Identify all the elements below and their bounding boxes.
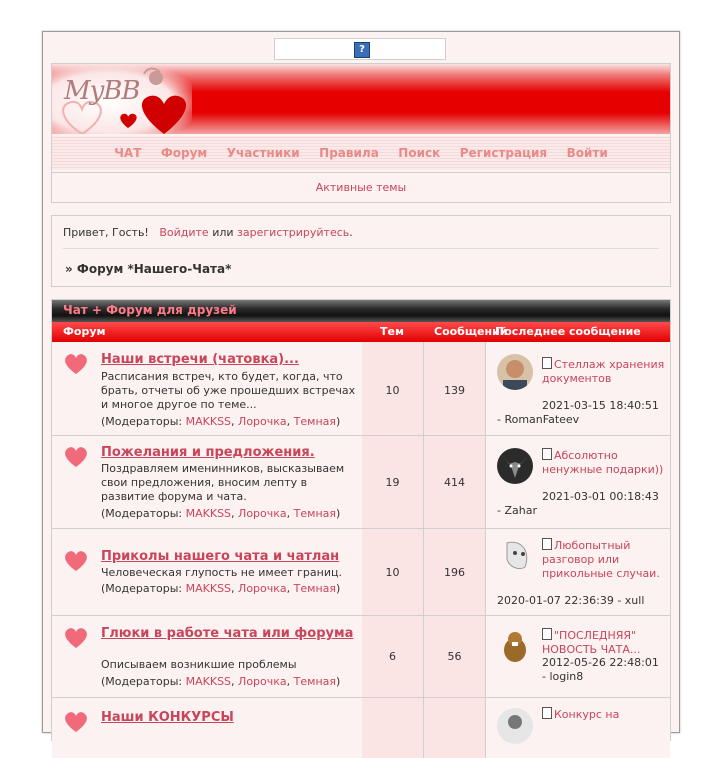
forum-desc: Человеческая глупость не имеет границ. [101,566,342,579]
forum-row [52,436,670,529]
mod-link[interactable]: Лорочка [238,582,287,595]
last-post-author: - Zahar [497,504,537,517]
forum-row [52,698,670,758]
col-forum: Форум [63,325,106,338]
nav-login[interactable]: Войти [566,146,608,160]
mod-link[interactable]: Лорочка [238,415,287,428]
last-post-author: - login8 [542,670,584,683]
last-post-link[interactable]: Стеллаж хранения документов [542,358,665,385]
forum-title[interactable]: Наши КОНКУРСЫ [101,710,234,725]
forum-table [51,299,671,741]
col-last: Последнее сообщение [495,325,641,338]
man-avatar-icon [497,354,533,390]
post-count: 414 [444,476,465,489]
forum-desc: Расписания встреч, кто будет, когда, что брать, отчеты об уже прошедших встречах и многое другое по теме... [101,370,356,411]
forum-row [52,342,670,436]
nav-register[interactable]: Регистрация [459,146,548,160]
last-post-date: 2021-03-01 00:18:43 [542,490,659,503]
mod-link[interactable]: Лорочка [238,507,287,520]
nav-chat[interactable]: ЧАТ [114,146,142,160]
last-post-author: - RomanFateev [497,413,580,426]
mod-link[interactable]: MAKKSS [185,415,232,428]
topic-count: 10 [385,384,400,397]
mod-link[interactable]: Темная [293,507,336,520]
heart-icon [63,710,89,732]
welcome-box [51,215,671,287]
sub-nav [52,172,670,203]
register-link[interactable]: зарегистрируйтесь [237,226,350,239]
last-post-link[interactable]: Абсолютно ненужные подарки)) [542,449,664,476]
banner [52,64,670,134]
forum-desc: Описываем возникшие проблемы [101,658,297,671]
post-count: 139 [444,384,465,397]
last-post-date: 2012-05-26 22:48:01 [542,656,659,669]
person-avatar-icon [497,708,533,744]
heart-icon [63,445,89,467]
document-icon [542,707,552,719]
forum-moderators: (Модераторы: MAKKSS, Лорочка, Темная) [101,675,341,688]
header [51,63,671,203]
beaver-avatar-icon [497,628,533,664]
document-icon [542,448,552,460]
mod-link[interactable]: Лорочка [238,675,287,688]
dot-text: . [349,226,353,239]
welcome-line [63,226,353,239]
forum-title[interactable]: Приколы нашего чата и чатлан [101,549,340,564]
nav-rules[interactable]: Правила [319,146,379,160]
breadcrumb: » Форум *Нашего-Чата* [65,262,232,276]
last-post-link[interactable]: "ПОСЛЕДНЯЯ" НОВОСТЬ ЧАТА... [542,629,641,656]
post-count: 56 [447,650,462,663]
greeting: Привет, Гость! [63,226,149,239]
mod-link[interactable]: Темная [293,582,336,595]
forum-row [52,616,670,698]
or-text: или [212,226,234,239]
document-icon [542,628,552,640]
topic-count: 6 [389,650,396,663]
heart-icon [63,626,89,648]
wolf-avatar-icon [497,448,533,484]
page-container [42,31,680,733]
divider [63,248,659,249]
nav-search[interactable]: Поиск [398,146,441,160]
mask-avatar-icon [497,537,533,573]
heart-icon [63,352,89,374]
column-headers [52,322,670,342]
top-toolbar [274,38,446,60]
col-posts: Сообщений [434,325,508,338]
mod-link[interactable]: MAKKSS [185,675,232,688]
category-header [52,300,670,322]
category-title[interactable]: Чат + Форум для друзей [63,303,237,317]
mod-link[interactable]: MAKKSS [185,582,232,595]
forum-title[interactable]: Пожелания и предложения. [101,445,315,460]
last-post-link[interactable]: Любопытный разговор или прикольные случаи. [542,539,660,580]
heart-icon [63,549,89,571]
main-nav [52,136,670,170]
login-link[interactable]: Войдите [159,226,209,239]
topic-count: 10 [385,566,400,579]
last-post-link[interactable]: Конкурс на [542,707,666,722]
help-icon[interactable]: ? [354,42,370,58]
last-post-date: 2021-03-15 18:40:51 [542,399,659,412]
mod-link[interactable]: Темная [293,675,336,688]
logo[interactable] [52,64,192,134]
document-icon [542,538,552,550]
last-post-date: 2020-01-07 22:36:39 - xull [497,594,645,607]
col-topics: Тем [380,325,404,338]
post-count: 196 [444,566,465,579]
mod-link[interactable]: MAKKSS [185,507,232,520]
forum-title[interactable]: Глюки в работе чата или форума [101,626,354,641]
topic-count: 19 [385,476,400,489]
mod-link[interactable]: Темная [293,415,336,428]
forum-title[interactable]: Наши встречи (чатовка)... [101,352,299,367]
forum-desc: Поздравляем именинников, высказываем свои предложения, вносим лепту в развитие форума и чата. [101,462,345,503]
forum-moderators: (Модераторы: MAKKSS, Лорочка, Темная) [101,507,341,520]
forum-row [52,529,670,616]
nav-members[interactable]: Участники [226,146,300,160]
forum-moderators: (Модераторы: MAKKSS, Лорочка, Темная) [101,415,341,428]
document-icon [542,357,552,369]
nav-forum[interactable]: Форум [160,146,208,160]
logo-text: MyBB [64,76,140,106]
forum-moderators: (Модераторы: MAKKSS, Лорочка, Темная) [101,582,341,595]
active-topics-link[interactable]: Активные темы [315,181,407,194]
